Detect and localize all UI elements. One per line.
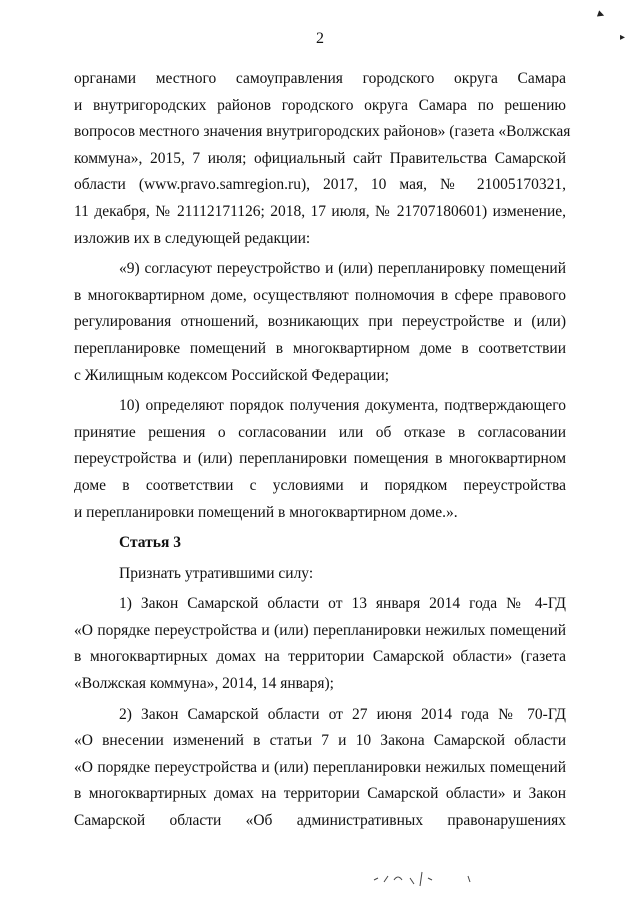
text-line: вопросов местного значения внутригородских районов» (газета «Волжская bbox=[74, 123, 571, 141]
text-line: «9) согласуют переустройство и (или) перепланировку помещений bbox=[119, 260, 566, 278]
text-line: «О порядке переустройства и (или) перепланировки нежилых помещений bbox=[74, 621, 566, 639]
text-line: переустройства и (или) перепланировки помещения в многоквартирном bbox=[74, 450, 566, 468]
paragraph-item-9 bbox=[74, 256, 566, 389]
text-line: 10) определяют порядок получения документа, подтверждающего bbox=[119, 397, 566, 415]
scan-artifact-marks bbox=[370, 862, 480, 892]
article-heading: Статья 3 bbox=[119, 534, 181, 552]
list-item-2 bbox=[74, 702, 566, 835]
page-number: 2 bbox=[316, 30, 324, 47]
paragraph-item-10 bbox=[74, 393, 566, 526]
text-line: коммуна», 2015, 7 июля; официальный сайт Правительства Самарской bbox=[74, 149, 566, 167]
text-line: «О порядке переустройства и (или) перепланировки нежилых помещений bbox=[74, 758, 566, 776]
text-line: в многоквартирных домах на территории Самарской области» и Закон bbox=[74, 785, 566, 803]
text-line: 1) Закон Самарской области от 13 января 2014 года № 4-ГД bbox=[119, 595, 566, 613]
text-line: области (www.pravo.samregion.ru), 2017, 10 мая, № 21005170321, bbox=[74, 176, 566, 194]
paragraph-continuation bbox=[74, 66, 571, 252]
text-line: 2) Закон Самарской области от 27 июня 2014 года № 70-ГД bbox=[119, 705, 566, 723]
text-line: в многоквартирных домах на территории Самарской области» (газета bbox=[74, 648, 566, 666]
list-item-1 bbox=[74, 591, 566, 697]
text-line: органами местного самоуправления городского округа Самара bbox=[74, 70, 566, 87]
corner-stamp-dot: ▸ bbox=[620, 32, 626, 43]
text-line: в многоквартирном доме, осуществляют полномочия в сфере правового bbox=[74, 286, 566, 304]
text-line: перепланировке помещений в многоквартирном доме в соответствии bbox=[74, 339, 566, 357]
text-line: и внутригородских районов городского округа Самара по решению bbox=[74, 96, 566, 114]
text-line: регулирования отношений, возникающих при переустройстве и (или) bbox=[74, 313, 566, 331]
document-body bbox=[74, 66, 571, 835]
text-line: «О внесении изменений в статьи 7 и 10 Закона Самарской области bbox=[74, 732, 566, 750]
text-line: Признать утратившими силу: bbox=[119, 564, 314, 582]
text-line: доме в соответствии с условиями и порядком переустройства bbox=[74, 476, 566, 494]
text-line: Самарской области «Об административных правонарушениях bbox=[74, 812, 566, 830]
text-line: «Волжская коммуна», 2014, 14 января); bbox=[74, 675, 334, 693]
text-line: изложив их в следующей редакции: bbox=[74, 229, 311, 247]
text-line: с Жилищным кодексом Российской Федерации; bbox=[74, 366, 390, 384]
text-line: и перепланировки помещений в многоквартирном доме.». bbox=[74, 503, 458, 521]
corner-stamp-mark: ▸ bbox=[595, 5, 608, 22]
text-line: принятие решения о согласовании или об отказе в согласовании bbox=[74, 423, 566, 441]
text-line: 11 декабря, № 21112171126; 2018, 17 июля, № 21707180601) изменение, bbox=[74, 202, 566, 220]
